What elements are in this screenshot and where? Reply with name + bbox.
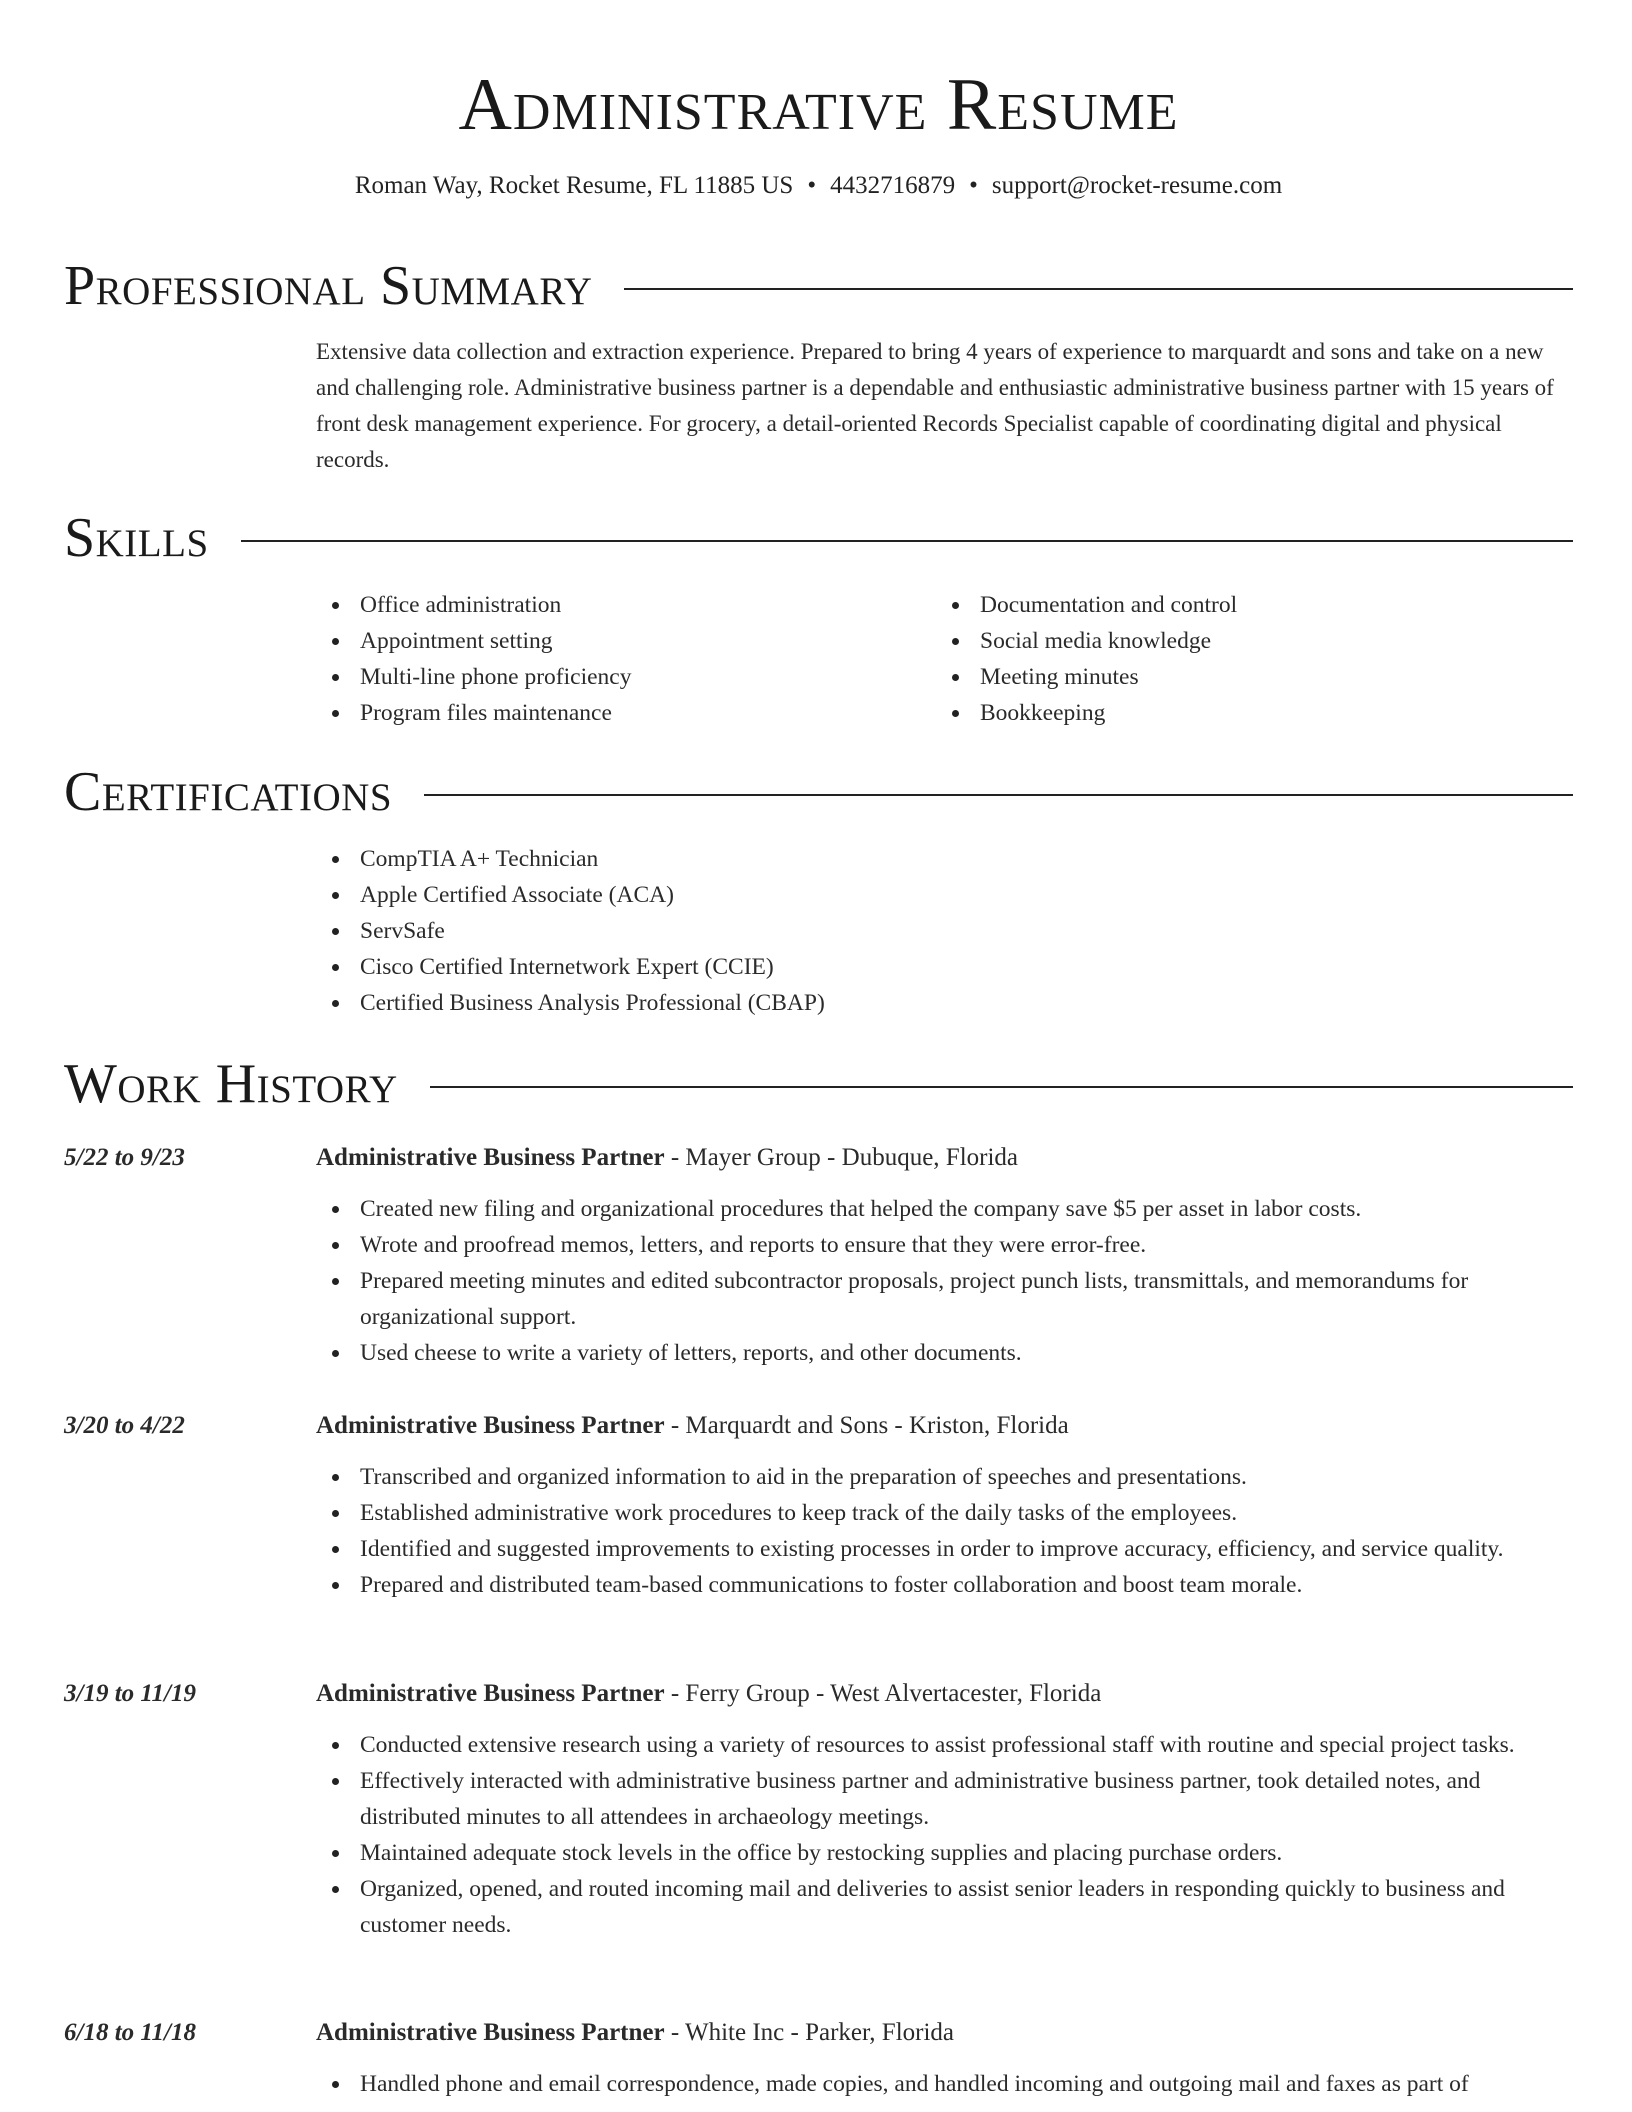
skills-column-right	[936, 587, 1556, 731]
job-duties	[316, 1459, 1573, 1603]
summary-text: Extensive data collection and extraction experience. Prepared to bring 4 years of experience to marquardt and sons and take on a new and challenging role. Administrative business partner is a dependable and enthusiastic administrative business partner with 15 years of front desk management experience. For grocery, a detail-oriented Records Specialist capable of coordinating digital and physical records.	[316, 339, 1554, 472]
skill-item: Appointment setting	[316, 623, 936, 659]
skills-list	[316, 587, 1573, 731]
skill-item: Meeting minutes	[936, 659, 1556, 695]
contact-separator: •	[807, 172, 817, 199]
certifications-list	[316, 841, 1573, 1021]
contact-line	[64, 170, 1573, 202]
duty-item: Established administrative work procedures to keep track of the daily tasks of the employees.	[316, 1495, 1573, 1531]
work-entry	[64, 2015, 1573, 2102]
duty-item: Handled phone and email correspondence, made copies, and handled incoming and outgoing mail and faxes as part of	[316, 2066, 1573, 2102]
summary-section-header	[64, 254, 1573, 318]
resume-page	[64, 0, 1573, 2097]
contact-phone[interactable]: 4432716879	[830, 172, 956, 199]
duty-item: Identified and suggested improvements to existing processes in order to improve accuracy, efficiency, and service quality.	[316, 1531, 1573, 1567]
section-divider	[424, 794, 1573, 796]
work-entry	[64, 1676, 1573, 1943]
work-entry	[64, 1408, 1573, 1603]
summary-heading: Professional Summary	[64, 255, 593, 317]
skill-item: Bookkeeping	[936, 695, 1556, 731]
duty-item: Created new filing and organizational procedures that helped the company save $5 per asset in labor costs.	[316, 1191, 1573, 1227]
job-employer: - Ferry Group - West Alvertacester, Florida	[664, 1680, 1102, 1707]
skill-item: Multi-line phone proficiency	[316, 659, 936, 695]
resume-title: Administrative Resume	[458, 64, 1179, 146]
section-divider	[241, 540, 1573, 542]
duty-item: Prepared and distributed team-based communications to foster collaboration and boost team morale.	[316, 1567, 1573, 1603]
certification-item: Certified Business Analysis Professional (CBAP)	[316, 985, 1573, 1021]
job-employer: - Marquardt and Sons - Kriston, Florida	[664, 1412, 1069, 1439]
duty-item: Effectively interacted with administrative business partner and administrative business partner, took detailed notes, and distributed minutes to all attendees in archaeology meetings.	[316, 1763, 1573, 1835]
duty-item: Maintained adequate stock levels in the office by restocking supplies and placing purchase orders.	[316, 1835, 1573, 1871]
job-role: Administrative Business Partner	[316, 2019, 665, 2046]
job-role: Administrative Business Partner	[316, 1144, 665, 1171]
duty-item: Transcribed and organized information to aid in the preparation of speeches and presentations.	[316, 1459, 1573, 1495]
work-history-section-header	[64, 1052, 1573, 1116]
work-title-line	[316, 1140, 1573, 1176]
work-title-line	[316, 1676, 1573, 1712]
certification-item: CompTIA A+ Technician	[316, 841, 1573, 877]
certifications-heading: Certifications	[64, 761, 393, 823]
contact-separator: •	[969, 172, 978, 199]
certification-item: Apple Certified Associate (ACA)	[316, 877, 1573, 913]
job-role: Administrative Business Partner	[316, 1412, 665, 1439]
skills-heading: Skills	[64, 507, 209, 569]
skill-item: Office administration	[316, 587, 936, 623]
duty-item: Organized, opened, and routed incoming mail and deliveries to assist senior leaders in responding quickly to business and customer needs.	[316, 1871, 1573, 1943]
skills-column-left	[316, 587, 936, 731]
work-dates: 6/18 to 11/18	[64, 2019, 196, 2046]
work-title-line	[316, 1408, 1573, 1444]
certification-item: Cisco Certified Internetwork Expert (CCIE)	[316, 949, 1573, 985]
job-duties	[316, 2066, 1573, 2102]
duty-item: Used cheese to write a variety of letters, reports, and other documents.	[316, 1335, 1573, 1371]
skills-section-header	[64, 506, 1573, 570]
certifications-section-header	[64, 760, 1573, 824]
contact-email[interactable]: support@rocket-resume.com	[991, 172, 1283, 199]
work-dates: 3/20 to 4/22	[64, 1412, 185, 1439]
work-title-line	[316, 2015, 1573, 2051]
work-dates: 5/22 to 9/23	[64, 1144, 185, 1171]
section-divider	[430, 1086, 1573, 1088]
work-dates: 3/19 to 11/19	[64, 1680, 196, 1707]
job-duties	[316, 1727, 1573, 1943]
job-role: Administrative Business Partner	[316, 1680, 665, 1707]
job-duties	[316, 1191, 1573, 1371]
job-employer: - White Inc - Parker, Florida	[664, 2019, 955, 2046]
duty-item: Prepared meeting minutes and edited subcontractor proposals, project punch lists, transmittals, and memorandums for organizational support.	[316, 1263, 1573, 1335]
skill-item: Program files maintenance	[316, 695, 936, 731]
skill-item: Documentation and control	[936, 587, 1556, 623]
contact-address: Roman Way, Rocket Resume, FL 11885 US	[354, 172, 794, 199]
job-employer: - Mayer Group - Dubuque, Florida	[664, 1144, 1019, 1171]
duty-item: Conducted extensive research using a variety of resources to assist professional staff with routine and special project tasks.	[316, 1727, 1573, 1763]
section-divider	[624, 288, 1573, 290]
certification-item: ServSafe	[316, 913, 1573, 949]
skill-item: Social media knowledge	[936, 623, 1556, 659]
work-history-heading: Work History	[64, 1053, 398, 1115]
duty-item: Wrote and proofread memos, letters, and reports to ensure that they were error-free.	[316, 1227, 1573, 1263]
work-entry	[64, 1140, 1573, 1371]
